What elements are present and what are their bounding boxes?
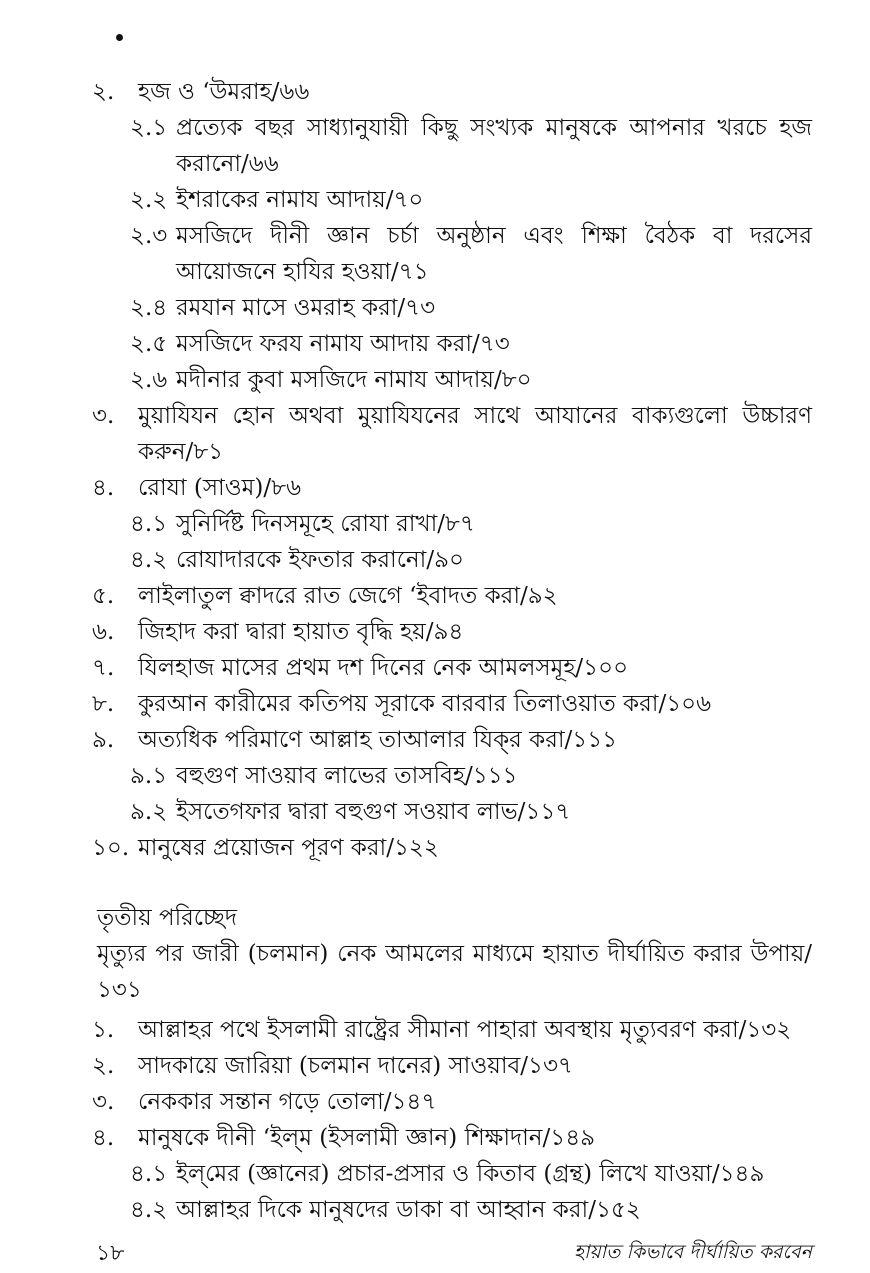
page-number: ১৮ — [96, 1241, 125, 1266]
entry-text: আল্লাহর পথে ইসলামী রাষ্ট্রের সীমানা পাহারা অবস্থায় মৃত্যুবরণ করা/১৩২ — [138, 1017, 792, 1043]
toc-subentry — [0, 506, 870, 542]
toc-subentry — [0, 1156, 870, 1192]
toc-entry — [0, 722, 870, 758]
toc-subentry — [0, 110, 870, 182]
entry-number: ৯.২ — [130, 799, 168, 825]
toc-part-2 — [0, 74, 870, 866]
entry-text: ইল্‌মের (জ্ঞানের) প্রচার-প্রসার ও কিতাব (গ্রন্থ) লিখে যাওয়া/১৪৯ — [176, 1161, 765, 1187]
toc-subentry — [0, 1192, 870, 1228]
entry-number: ৩. — [92, 403, 115, 429]
entry-number: ৪.২ — [130, 1197, 168, 1223]
entry-number: ৮. — [92, 691, 115, 717]
section-title: মৃত্যুর পর জারী (চলমান) নেক আমলের মাধ্যমে হায়াত দীর্ঘায়িত করার উপায়/১৩১ — [97, 941, 812, 1003]
entry-text: রোযা (সাওম)/৮৬ — [138, 475, 302, 501]
entry-text: মসজিদে দীনী জ্ঞান চর্চা অনুষ্ঠান এবং শিক্ষা বৈঠক বা দরসের আয়োজনে হাযির হওয়া/৭১ — [176, 223, 812, 285]
entry-number: ৫. — [92, 583, 115, 609]
toc-part-3 — [0, 1012, 870, 1228]
entry-text: রমযান মাসে ওমরাহ করা/৭৩ — [176, 295, 436, 321]
entry-number: ১০. — [92, 835, 130, 861]
toc-entry — [0, 1120, 870, 1156]
toc-subentry — [0, 182, 870, 218]
entry-number: ৪.১ — [130, 1161, 168, 1187]
entry-text: প্রত্যেক বছর সাধ্যানুযায়ী কিছু সংখ্যক মানুষকে আপনার খরচে হজ করানো/৬৬ — [176, 115, 812, 177]
toc-entry — [0, 1012, 870, 1048]
entry-text: ইসতেগফার দ্বারা বহুগুণ সওয়াব লাভ/১১৭ — [176, 799, 571, 825]
section-heading: তৃতীয় পরিচ্ছেদ — [97, 905, 237, 931]
toc-entry — [0, 1048, 870, 1084]
entry-number: ৭. — [92, 655, 115, 681]
entry-number: ৩. — [92, 1089, 115, 1115]
entry-text: সুনির্দিষ্ট দিনসমূহে রোযা রাখা/৮৭ — [176, 511, 475, 537]
entry-text: মুয়াযিযন হোন অথবা মুয়াযিযনের সাথে আযানের বাক্যগুলো উচ্চারণ করুন/৮১ — [138, 403, 812, 465]
entry-text: যিলহাজ মাসের প্রথম দশ দিনের নেক আমলসমূহ/১০০ — [138, 655, 629, 681]
toc-entry — [0, 74, 870, 110]
toc-subentry — [0, 542, 870, 578]
entry-text: লাইলাতুল ক্বাদরে রাত জেগে ‘ইবাদত করা/৯২ — [138, 583, 558, 609]
entry-number: ১. — [92, 1017, 115, 1043]
toc-entry — [0, 398, 870, 470]
entry-number: ৯.১ — [130, 763, 168, 789]
entry-text: জিহাদ করা দ্বারা হায়াত বৃদ্ধি হয়/৯৪ — [138, 619, 464, 645]
toc-entry — [0, 470, 870, 506]
toc-subentry — [0, 758, 870, 794]
entry-text: নেককার সন্তান গড়ে তোলা/১৪৭ — [138, 1089, 437, 1115]
entry-text: কুরআন কারীমের কতিপয় সূরাকে বারবার তিলাওয়াত করা/১০৬ — [138, 691, 712, 717]
table-of-contents — [0, 74, 870, 1228]
entry-number: ৪. — [92, 475, 115, 501]
toc-entry — [0, 650, 870, 686]
entry-text: মদীনার কুবা মসজিদে নামায আদায়/৮০ — [176, 367, 532, 393]
entry-text: মানুষকে দীনী ‘ইল্‌ম (ইসলামী জ্ঞান) শিক্ষাদান/১৪৯ — [138, 1125, 596, 1151]
toc-entry — [0, 830, 870, 866]
entry-text: আল্লাহর দিকে মানুষদের ডাকা বা আহ্বান করা/১৫২ — [176, 1197, 641, 1223]
entry-number: ২.৪ — [130, 295, 168, 321]
ink-dot — [116, 34, 123, 41]
entry-text: মসজিদে ফরয নামায আদায় করা/৭৩ — [176, 331, 510, 357]
entry-text: মানুষের প্রয়োজন পূরণ করা/১২২ — [138, 835, 439, 861]
toc-subentry — [0, 326, 870, 362]
toc-subentry — [0, 290, 870, 326]
entry-number: ২.৩ — [130, 223, 168, 249]
entry-number: ২. — [92, 1053, 115, 1079]
entry-number: ২.৬ — [130, 367, 168, 393]
toc-entry — [0, 686, 870, 722]
toc-subentry — [0, 362, 870, 398]
entry-text: ইশরাকের নামায আদায়/৭০ — [176, 187, 424, 213]
entry-text: হজ ও ‘উমরাহ/৬৬ — [138, 79, 310, 105]
entry-number: ৬. — [92, 619, 115, 645]
entry-number: ৯. — [92, 727, 115, 753]
entry-text: অত্যধিক পরিমাণে আল্লাহ তাআলার যিক্‌র করা/১১১ — [138, 727, 618, 753]
entry-number: ২.২ — [130, 187, 168, 213]
toc-subentry — [0, 794, 870, 830]
entry-number: ৪.১ — [130, 511, 168, 537]
toc-entry — [0, 614, 870, 650]
entry-number: ৪. — [92, 1125, 115, 1151]
running-footer-title: হায়াত কিভাবে দীর্ঘায়িত করবেন — [573, 1241, 812, 1263]
entry-text: বহুগুণ সাওয়াব লাভের তাসবিহ/১১১ — [176, 763, 518, 789]
entry-number: ৪.২ — [130, 547, 168, 573]
toc-entry — [0, 1084, 870, 1120]
entry-text: রোযাদারকে ইফতার করানো/৯০ — [176, 547, 464, 573]
entry-text: সাদকায়ে জারিয়া (চলমান দানের) সাওয়াব/১৩৭ — [138, 1053, 573, 1079]
toc-entry — [0, 578, 870, 614]
entry-number: ২.১ — [130, 115, 168, 141]
toc-subentry — [0, 218, 870, 290]
entry-number: ২.৫ — [130, 331, 168, 357]
entry-number: ২. — [92, 79, 115, 105]
